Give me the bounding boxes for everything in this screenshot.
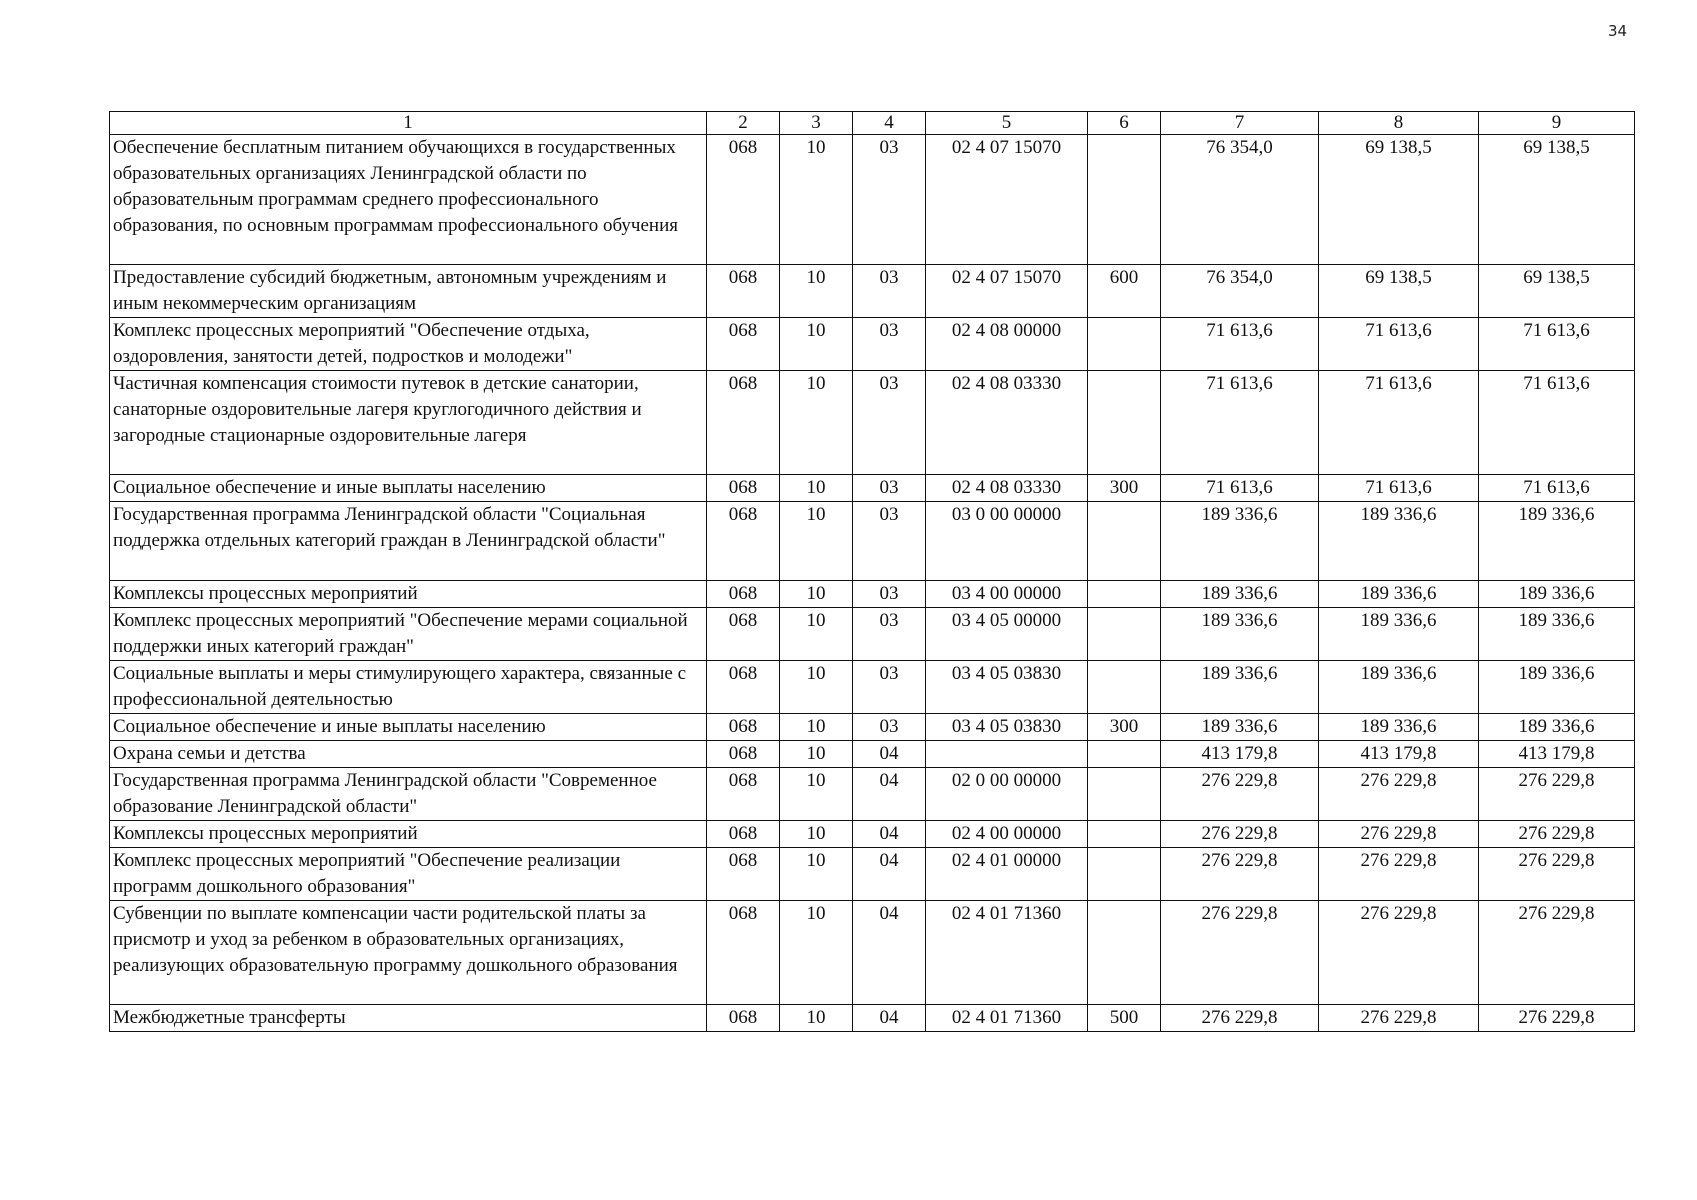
value-9-cell: 71 613,6 [1479, 318, 1635, 371]
value-8-cell: 413 179,8 [1319, 741, 1479, 768]
value-9-cell: 71 613,6 [1479, 371, 1635, 475]
table-row [110, 848, 1635, 901]
table-row [110, 318, 1635, 371]
rz-cell: 10 [780, 768, 853, 821]
column-header: 2 [707, 112, 780, 135]
csr-cell: 03 0 00 00000 [926, 502, 1088, 581]
csr-cell: 03 4 05 03830 [926, 714, 1088, 741]
vr-cell [1088, 318, 1161, 371]
vr-cell [1088, 581, 1161, 608]
gr-cell: 068 [707, 502, 780, 581]
table-row [110, 135, 1635, 265]
value-9-cell: 276 229,8 [1479, 848, 1635, 901]
gr-cell: 068 [707, 265, 780, 318]
vr-cell [1088, 661, 1161, 714]
value-7-cell: 71 613,6 [1161, 318, 1319, 371]
value-9-cell: 71 613,6 [1479, 475, 1635, 502]
value-8-cell: 71 613,6 [1319, 475, 1479, 502]
table-row [110, 741, 1635, 768]
pr-cell: 03 [853, 581, 926, 608]
row-name-cell: Комплекс процессных мероприятий "Обеспечение мерами социальной поддержки иных категорий граждан" [110, 608, 707, 661]
pr-cell: 03 [853, 135, 926, 265]
value-7-cell: 276 229,8 [1161, 768, 1319, 821]
rz-cell: 10 [780, 661, 853, 714]
value-7-cell: 276 229,8 [1161, 901, 1319, 1005]
gr-cell: 068 [707, 768, 780, 821]
table-row [110, 608, 1635, 661]
gr-cell: 068 [707, 821, 780, 848]
vr-cell: 600 [1088, 265, 1161, 318]
column-header: 6 [1088, 112, 1161, 135]
value-8-cell: 189 336,6 [1319, 581, 1479, 608]
row-name-cell: Комплекс процессных мероприятий "Обеспечение реализации программ дошкольного образования" [110, 848, 707, 901]
rz-cell: 10 [780, 1005, 853, 1032]
csr-cell: 02 4 00 00000 [926, 821, 1088, 848]
pr-cell: 03 [853, 475, 926, 502]
rz-cell: 10 [780, 901, 853, 1005]
table-row [110, 714, 1635, 741]
vr-cell: 300 [1088, 475, 1161, 502]
value-7-cell: 276 229,8 [1161, 848, 1319, 901]
column-header: 1 [110, 112, 707, 135]
table-body [110, 135, 1635, 1032]
value-8-cell: 276 229,8 [1319, 821, 1479, 848]
value-7-cell: 413 179,8 [1161, 741, 1319, 768]
row-name-cell: Предоставление субсидий бюджетным, автономным учреждениям и иным некоммерческим организациям [110, 265, 707, 318]
column-header: 5 [926, 112, 1088, 135]
row-name-cell: Комплексы процессных мероприятий [110, 821, 707, 848]
row-name-cell: Охрана семьи и детства [110, 741, 707, 768]
rz-cell: 10 [780, 608, 853, 661]
rz-cell: 10 [780, 848, 853, 901]
value-7-cell: 76 354,0 [1161, 265, 1319, 318]
table-row [110, 821, 1635, 848]
row-name-cell: Обеспечение бесплатным питанием обучающихся в государственных образовательных организациях Ленинградской области по образовательным программам среднего профессионального образования, по основным программам профессионального обучения [110, 135, 707, 265]
gr-cell: 068 [707, 661, 780, 714]
value-7-cell: 276 229,8 [1161, 1005, 1319, 1032]
pr-cell: 03 [853, 608, 926, 661]
pr-cell: 03 [853, 265, 926, 318]
csr-cell: 02 4 08 03330 [926, 475, 1088, 502]
vr-cell [1088, 901, 1161, 1005]
table-row [110, 1005, 1635, 1032]
vr-cell [1088, 821, 1161, 848]
row-name-cell: Социальные выплаты и меры стимулирующего характера, связанные с профессиональной деятельностью [110, 661, 707, 714]
column-header: 4 [853, 112, 926, 135]
pr-cell: 04 [853, 848, 926, 901]
pr-cell: 03 [853, 661, 926, 714]
value-8-cell: 189 336,6 [1319, 608, 1479, 661]
value-8-cell: 71 613,6 [1319, 371, 1479, 475]
value-8-cell: 71 613,6 [1319, 318, 1479, 371]
row-name-cell: Государственная программа Ленинградской области "Социальная поддержка отдельных категорий граждан в Ленинградской области" [110, 502, 707, 581]
gr-cell: 068 [707, 135, 780, 265]
table-row [110, 502, 1635, 581]
row-name-cell: Межбюджетные трансферты [110, 1005, 707, 1032]
vr-cell [1088, 371, 1161, 475]
rz-cell: 10 [780, 502, 853, 581]
csr-cell: 02 4 08 00000 [926, 318, 1088, 371]
row-name-cell: Социальное обеспечение и иные выплаты населению [110, 714, 707, 741]
pr-cell: 03 [853, 714, 926, 741]
value-7-cell: 71 613,6 [1161, 475, 1319, 502]
gr-cell: 068 [707, 901, 780, 1005]
rz-cell: 10 [780, 135, 853, 265]
value-9-cell: 276 229,8 [1479, 768, 1635, 821]
gr-cell: 068 [707, 741, 780, 768]
value-8-cell: 69 138,5 [1319, 265, 1479, 318]
row-name-cell: Частичная компенсация стоимости путевок в детские санатории, санаторные оздоровительные лагеря круглогодичного действия и загородные стационарные оздоровительные лагеря [110, 371, 707, 475]
value-9-cell: 189 336,6 [1479, 581, 1635, 608]
vr-cell [1088, 608, 1161, 661]
value-9-cell: 413 179,8 [1479, 741, 1635, 768]
value-8-cell: 276 229,8 [1319, 848, 1479, 901]
value-8-cell: 189 336,6 [1319, 502, 1479, 581]
value-9-cell: 276 229,8 [1479, 1005, 1635, 1032]
value-7-cell: 189 336,6 [1161, 502, 1319, 581]
csr-cell: 03 4 00 00000 [926, 581, 1088, 608]
table-row [110, 661, 1635, 714]
pr-cell: 04 [853, 768, 926, 821]
table-row [110, 265, 1635, 318]
value-7-cell: 189 336,6 [1161, 714, 1319, 741]
rz-cell: 10 [780, 714, 853, 741]
table-row [110, 475, 1635, 502]
vr-cell [1088, 768, 1161, 821]
value-9-cell: 189 336,6 [1479, 502, 1635, 581]
pr-cell: 04 [853, 821, 926, 848]
vr-cell [1088, 502, 1161, 581]
vr-cell [1088, 741, 1161, 768]
value-9-cell: 69 138,5 [1479, 265, 1635, 318]
value-9-cell: 276 229,8 [1479, 901, 1635, 1005]
gr-cell: 068 [707, 1005, 780, 1032]
value-9-cell: 189 336,6 [1479, 661, 1635, 714]
table-row [110, 901, 1635, 1005]
csr-cell: 03 4 05 03830 [926, 661, 1088, 714]
csr-cell: 02 4 01 71360 [926, 901, 1088, 1005]
csr-cell [926, 741, 1088, 768]
table-row [110, 768, 1635, 821]
row-name-cell: Государственная программа Ленинградской области "Современное образование Ленинградской области" [110, 768, 707, 821]
value-7-cell: 71 613,6 [1161, 371, 1319, 475]
gr-cell: 068 [707, 318, 780, 371]
rz-cell: 10 [780, 741, 853, 768]
page-number: 34 [1608, 22, 1628, 40]
pr-cell: 03 [853, 371, 926, 475]
value-8-cell: 189 336,6 [1319, 661, 1479, 714]
csr-cell: 02 4 01 00000 [926, 848, 1088, 901]
vr-cell [1088, 848, 1161, 901]
vr-cell: 300 [1088, 714, 1161, 741]
row-name-cell: Социальное обеспечение и иные выплаты населению [110, 475, 707, 502]
csr-cell: 02 4 01 71360 [926, 1005, 1088, 1032]
csr-cell: 02 4 07 15070 [926, 135, 1088, 265]
pr-cell: 04 [853, 1005, 926, 1032]
column-header: 9 [1479, 112, 1635, 135]
rz-cell: 10 [780, 265, 853, 318]
row-name-cell: Субвенции по выплате компенсации части родительской платы за присмотр и уход за ребенком в образовательных организациях, реализующих образовательную программу дошкольного образования [110, 901, 707, 1005]
column-header: 3 [780, 112, 853, 135]
csr-cell: 02 4 07 15070 [926, 265, 1088, 318]
value-9-cell: 276 229,8 [1479, 821, 1635, 848]
vr-cell: 500 [1088, 1005, 1161, 1032]
gr-cell: 068 [707, 475, 780, 502]
value-7-cell: 189 336,6 [1161, 661, 1319, 714]
rz-cell: 10 [780, 371, 853, 475]
table-row [110, 581, 1635, 608]
value-8-cell: 69 138,5 [1319, 135, 1479, 265]
value-7-cell: 76 354,0 [1161, 135, 1319, 265]
rz-cell: 10 [780, 821, 853, 848]
row-name-cell: Комплексы процессных мероприятий [110, 581, 707, 608]
table-row [110, 371, 1635, 475]
rz-cell: 10 [780, 318, 853, 371]
rz-cell: 10 [780, 581, 853, 608]
vr-cell [1088, 135, 1161, 265]
value-9-cell: 189 336,6 [1479, 714, 1635, 741]
csr-cell: 02 4 08 03330 [926, 371, 1088, 475]
pr-cell: 04 [853, 901, 926, 1005]
value-7-cell: 276 229,8 [1161, 821, 1319, 848]
value-9-cell: 189 336,6 [1479, 608, 1635, 661]
value-7-cell: 189 336,6 [1161, 581, 1319, 608]
value-8-cell: 276 229,8 [1319, 768, 1479, 821]
gr-cell: 068 [707, 608, 780, 661]
value-8-cell: 189 336,6 [1319, 714, 1479, 741]
gr-cell: 068 [707, 371, 780, 475]
column-header: 8 [1319, 112, 1479, 135]
value-8-cell: 276 229,8 [1319, 1005, 1479, 1032]
gr-cell: 068 [707, 714, 780, 741]
gr-cell: 068 [707, 581, 780, 608]
pr-cell: 04 [853, 741, 926, 768]
column-number-row [110, 112, 1635, 135]
pr-cell: 03 [853, 502, 926, 581]
pr-cell: 03 [853, 318, 926, 371]
gr-cell: 068 [707, 848, 780, 901]
column-header: 7 [1161, 112, 1319, 135]
value-8-cell: 276 229,8 [1319, 901, 1479, 1005]
csr-cell: 03 4 05 00000 [926, 608, 1088, 661]
csr-cell: 02 0 00 00000 [926, 768, 1088, 821]
value-7-cell: 189 336,6 [1161, 608, 1319, 661]
row-name-cell: Комплекс процессных мероприятий "Обеспечение отдыха, оздоровления, занятости детей, подростков и молодежи" [110, 318, 707, 371]
budget-table [109, 111, 1635, 1032]
rz-cell: 10 [780, 475, 853, 502]
value-9-cell: 69 138,5 [1479, 135, 1635, 265]
